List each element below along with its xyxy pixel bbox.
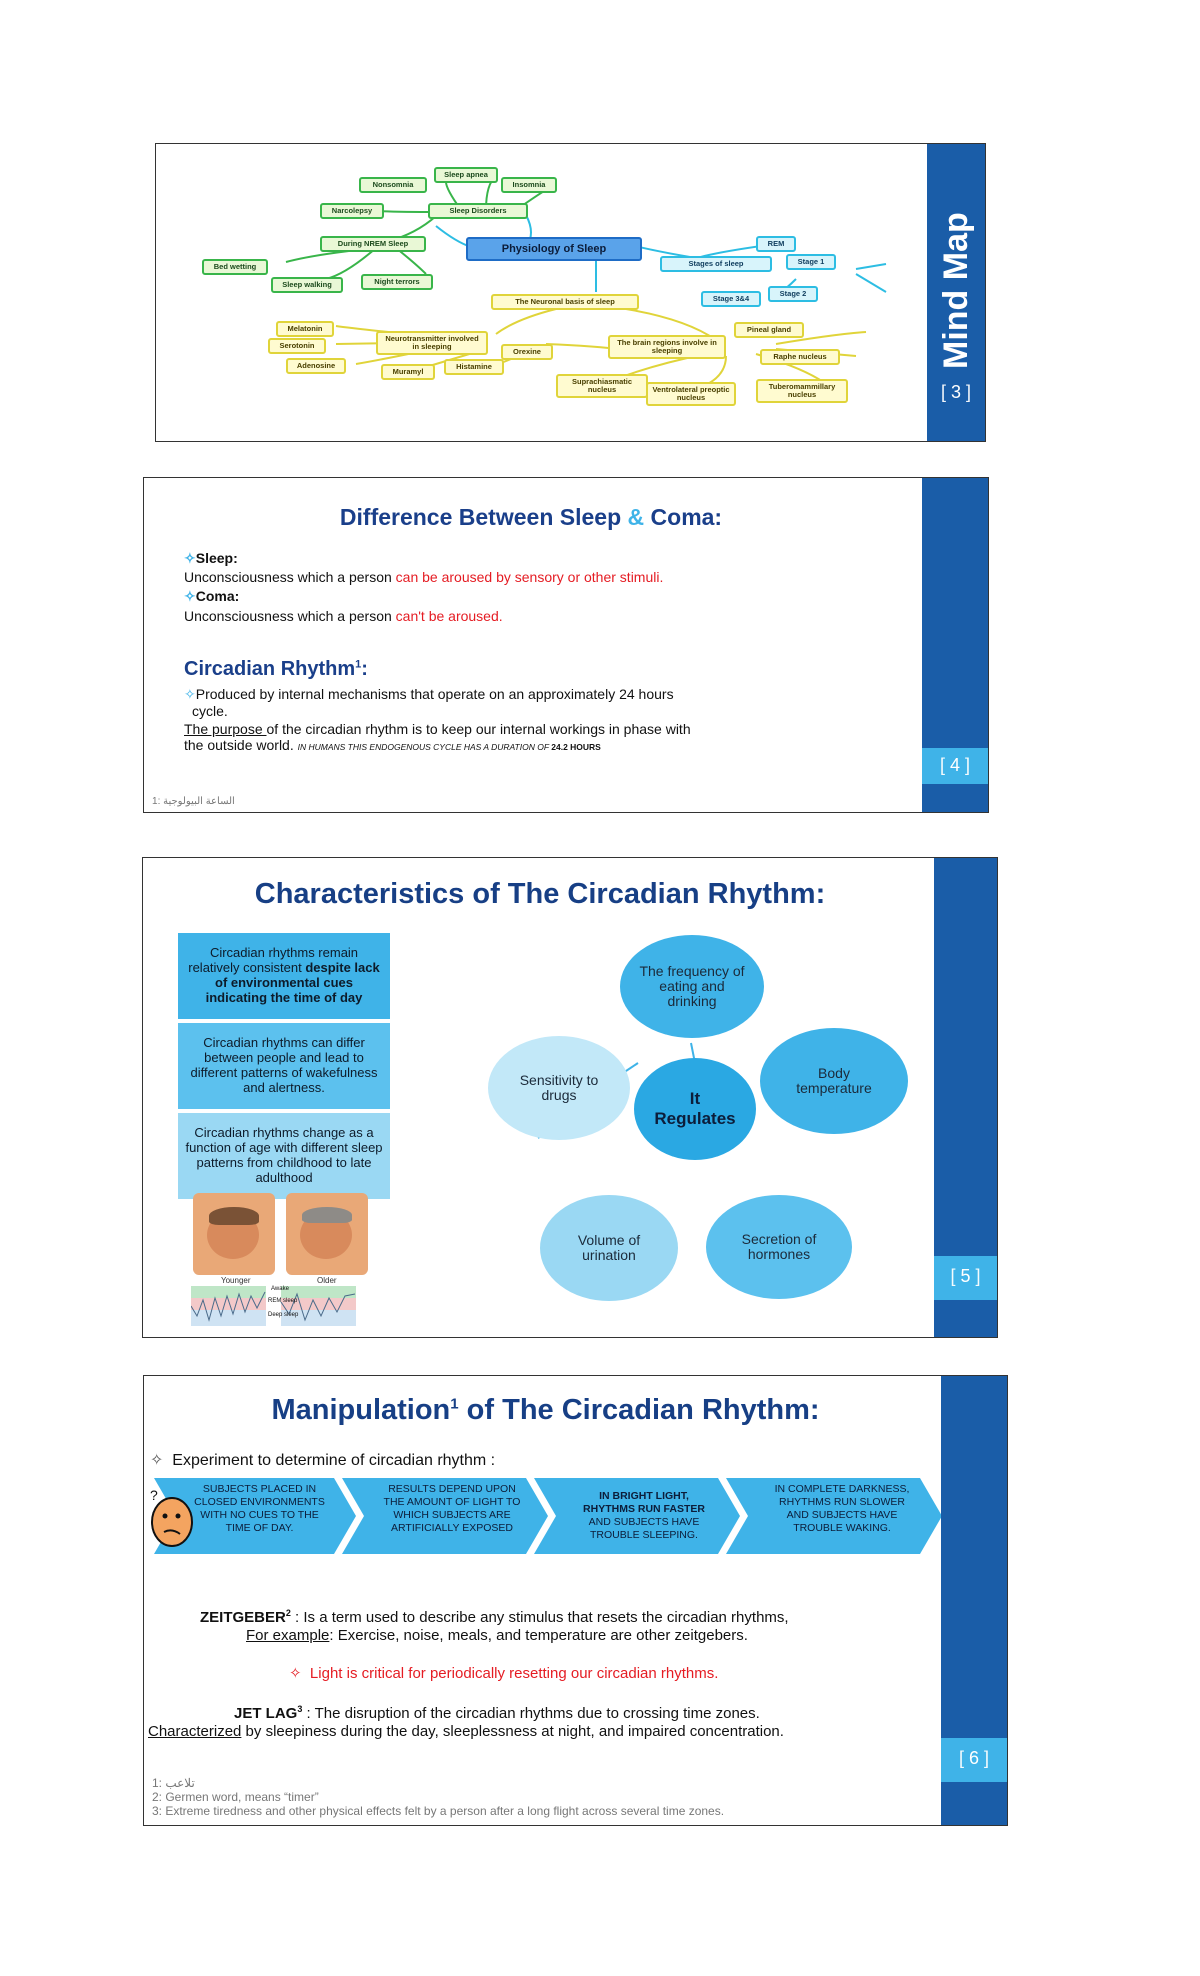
coma-label: ✧Coma: [184,588,240,604]
produced-line: ✧Produced by internal mechanisms that operate on an approximately 24 hours [184,686,674,702]
slide4-page-number: [ 6 ] [958,1748,990,1768]
slide-characteristics [142,857,998,1338]
mm-stages-of-sleep: Stages of sleep [660,256,772,272]
slide1-page-number: [ 3 ] [940,382,972,402]
mm-insomnia: Insomnia [501,177,557,193]
example-line: For example: Exercise, noise, meals, and temperature are other zeitgebers. [246,1627,748,1644]
characteristic-box-1: Circadian rhythms remain relatively consistent despite lack of environmental cues indicating the time of day [178,933,390,1019]
mm-stage-3-4: Stage 3&4 [701,291,761,307]
mm-neuronal-basis: The Neuronal basis of sleep [491,294,639,310]
mm-neurotransmitter: Neurotransmitter involved in sleeping [376,331,488,355]
purpose-line: The purpose of the circadian rhythm is to keep our internal workings in phase with [184,721,691,737]
svg-text:?: ? [150,1488,158,1503]
mm-sleep-apnea: Sleep apnea [434,167,498,183]
mm-tuberomammillary: Tuberomammillary nucleus [756,379,848,403]
mm-brain-regions: The brain regions involve in sleeping [608,335,726,359]
mm-suprachiasmatic: Suprachiasmatic nucleus [556,374,648,398]
footnote-1: 1: تلاعب [152,1776,195,1790]
mind-map-title: Mind Map [937,212,975,369]
slide-mind-map [155,143,986,442]
slide2-footnote: الساعة البيولوجية :1 [152,796,235,807]
coma-definition: Unconsciousness which a person can't be aroused. [184,608,503,624]
mm-bed-wetting: Bed wetting [202,259,268,275]
jet-lag-line: JET LAG$^3$ : The disruption of the circadian rhythms due to crossing time zones. [234,1704,760,1722]
sleep-definition: Unconsciousness which a person can be aroused by sensory or other stimuli. [184,569,664,585]
mm-during-nrem: During NREM Sleep [320,236,426,252]
confused-face-icon [148,1488,196,1548]
footnote-3: 3: Extreme tiredness and other physical effects felt by a person after a long flight across several time zones. [152,1804,725,1818]
zeitgeber-line: ZEITGEBER$^2$ : Is a term used to describe any stimulus that resets the circadian rhythms, [200,1608,789,1626]
characteristic-box-2: Circadian rhythms can differ between people and lead to different patterns of wakefulness and alertness. [178,1023,390,1109]
mm-night-terrors: Night terrors [361,274,433,290]
slide1-sidebar [927,144,985,441]
circadian-rhythm-heading: Circadian Rhythm$^1$: [184,658,368,680]
characterized-line: Characterized by sleepiness during the day, sleeplessness at night, and impaired concentration. [148,1723,784,1740]
light-line: ✧ Light is critical for periodically resetting our circadian rhythms. [289,1665,719,1682]
mm-sleep-disorders: Sleep Disorders [428,203,528,219]
footnote-2: 2: Germen word, means “timer” [152,1790,319,1804]
mm-narcolepsy: Narcolepsy [320,203,384,219]
awake-label: Awake [271,1286,289,1292]
slide-sleep-coma [143,477,989,813]
step-3-text: IN BRIGHT LIGHT, RHYTHMS RUN FASTER AND SUBJECTS HAVE TROUBLE SLEEPING. [583,1490,705,1541]
slide4-title: Manipulation$^1$ of The Circadian Rhythm: [271,1394,820,1426]
mm-histamine: Histamine [444,359,504,375]
slide2-title: Difference Between Sleep & Coma: [339,504,723,530]
mm-serotonin: Serotonin [268,338,326,354]
slide-manipulation [143,1375,1008,1826]
slide2-sidebar [922,478,988,812]
slide3-title: Characteristics of The Circadian Rhythm: [254,878,826,910]
mm-physiology-of-sleep: Physiology of Sleep [466,237,642,261]
step-2-text: RESULTS DEPEND UPON THE AMOUNT OF LIGHT TO WHICH SUBJECTS ARE ARTIFICIALLY EXPOSED [383,1483,521,1534]
mm-muramyl: Muramyl [381,364,435,380]
mm-sleep-walking: Sleep walking [271,277,343,293]
experiment-line: ✧ Experiment to determine of circadian rhythm : [150,1452,496,1469]
circle-sensitivity-drugs: Sensitivity to drugs [488,1036,630,1140]
mm-nonsomnia: Nonsomnia [359,177,427,193]
slide3-sidebar [934,858,997,1337]
mm-melatonin: Melatonin [276,321,334,337]
slide4-sidebar [941,1376,1007,1825]
mm-ventrolateral: Ventrolateral preoptic nucleus [646,382,736,406]
outside-world-line: the outside world. IN HUMANS THIS ENDOGENOUS CYCLE HAS A DURATION OF 24.2 HOURS [184,737,601,753]
deep-sleep-label: Deep sleep [268,1312,299,1318]
mm-pineal-gland: Pineal gland [734,322,804,338]
mm-stage-1: Stage 1 [786,254,836,270]
older-label: Older [317,1276,337,1285]
mm-stage-2: Stage 2 [768,286,818,302]
circle-secretion-hormones: Secretion of hormones [706,1195,852,1299]
circle-frequency: The frequency of eating and drinking [620,935,764,1038]
sleep-label: ✧Sleep: [184,550,238,566]
slide3-page-number: [ 5 ] [950,1266,981,1286]
rem-sleep-label: REM sleep [268,1298,298,1304]
younger-label: Younger [221,1276,251,1285]
step-1-text: SUBJECTS PLACED IN CLOSED ENVIRONMENTS WITH NO CUES TO THE TIME OF DAY. [194,1483,325,1534]
mm-raphe-nucleus: Raphe nucleus [760,349,840,365]
circle-it-regulates: It Regulates [634,1058,756,1160]
circle-volume-urination: Volume of urination [540,1195,678,1301]
step-4-text: IN COMPLETE DARKNESS, RHYTHMS RUN SLOWER AND SUBJECTS HAVE TROUBLE WAKING. [774,1483,910,1534]
mm-rem: REM [756,236,796,252]
slide2-page-number: [ 4 ] [939,755,971,775]
cycle-line: cycle. [192,703,228,719]
mm-adenosine: Adenosine [286,358,346,374]
circle-body-temperature: Body temperature [760,1028,908,1134]
mm-orexine: Orexine [501,344,553,360]
characteristic-box-3: Circadian rhythms change as a function of age with different sleep patterns from childhood to late adulthood [178,1113,390,1199]
